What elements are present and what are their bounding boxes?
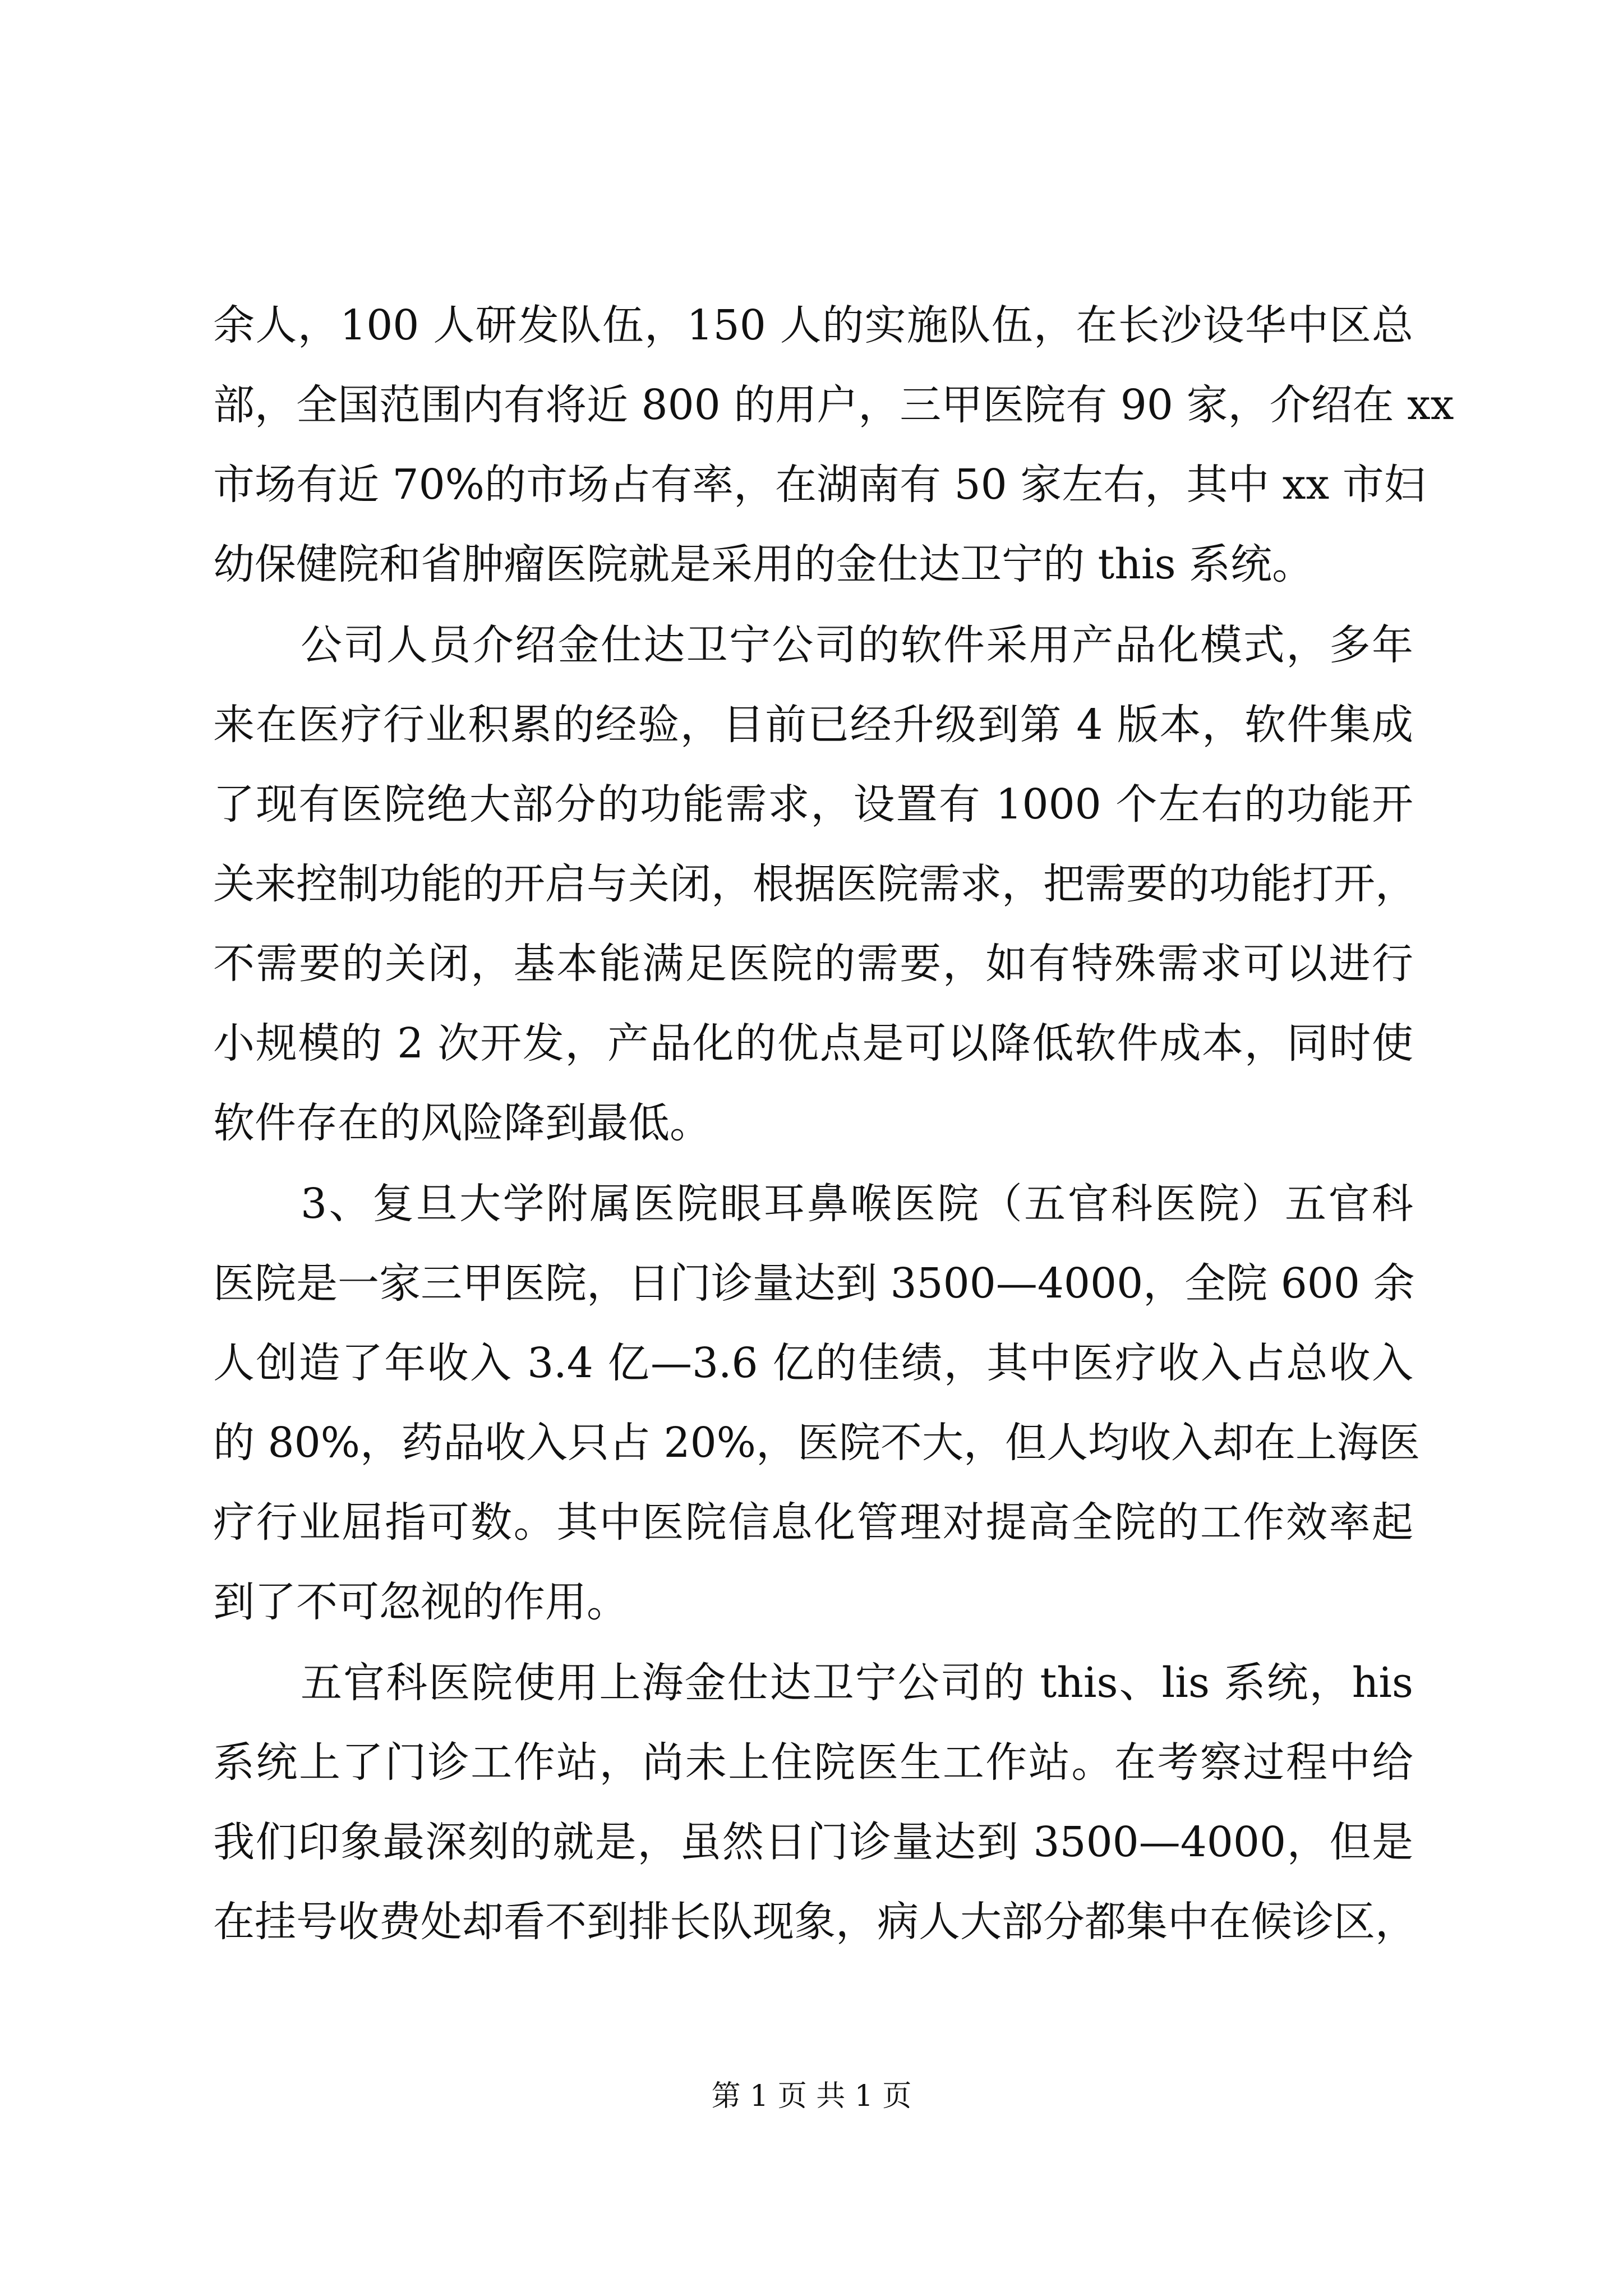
text-line: 关来控制功能的开启与关闭，根据医院需求，把需要的功能打开， [213,860,1417,908]
text-line: 五官科医院使用上海金仕达卫宁公司的 this、lis 系统，his [301,1659,1413,1707]
text-line: 系统上了门诊工作站，尚未上住院医生工作站。在考察过程中给 [213,1738,1413,1787]
text-line: 3、复旦大学附属医院眼耳鼻喉医院（五官科医院）五官科 [301,1180,1413,1228]
text-line: 市场有近 70%的市场占有率，在湖南有 50 家左右，其中 xx 市妇 [213,461,1426,509]
text-line: 公司人员介绍金仕达卫宁公司的软件采用产品化模式，多年 [301,621,1413,669]
text-line: 到了不可忽视的作用。 [213,1578,628,1626]
text-line: 的 80%，药品收入只占 20%，医院不大，但人均收入却在上海医 [213,1419,1420,1467]
text-line: 疗行业屈指可数。其中医院信息化管理对提高全院的工作效率起 [213,1498,1413,1547]
text-line: 来在医疗行业积累的经验，目前已经升级到第 4 版本，软件集成 [213,701,1413,749]
text-line: 医院是一家三甲医院，日门诊量达到 3500—4000，全院 600 余 [213,1259,1415,1308]
text-line: 不需要的关闭，基本能满足医院的需要，如有特殊需求可以进行 [213,940,1413,988]
page-footer: 第 1 页 共 1 页 [711,2079,912,2113]
text-line: 了现有医院绝大部分的功能需求，设置有 1000 个左右的功能开 [213,780,1413,829]
text-line: 人创造了年收入 3.4 亿—3.6 亿的佳绩，其中医疗收入占总收入 [213,1339,1413,1387]
text-line: 幼保健院和省肿瘤医院就是采用的金仕达卫宁的 this 系统。 [213,540,1314,588]
text-line: 在挂号收费处却看不到排长队现象，病人大部分都集中在候诊区， [213,1898,1417,1946]
text-line: 小规模的 2 次开发，产品化的优点是可以降低软件成本，同时使 [213,1019,1413,1068]
text-line: 我们印象最深刻的就是，虽然日门诊量达到 3500—4000，但是 [213,1818,1413,1866]
text-line: 余人，100 人研发队伍，150 人的实施队伍，在长沙设华中区总 [213,301,1413,349]
text-line: 软件存在的风险降到最低。 [213,1099,711,1147]
text-line: 部，全国范围内有将近 800 的用户，三甲医院有 90 家，介绍在 xx [213,381,1454,429]
